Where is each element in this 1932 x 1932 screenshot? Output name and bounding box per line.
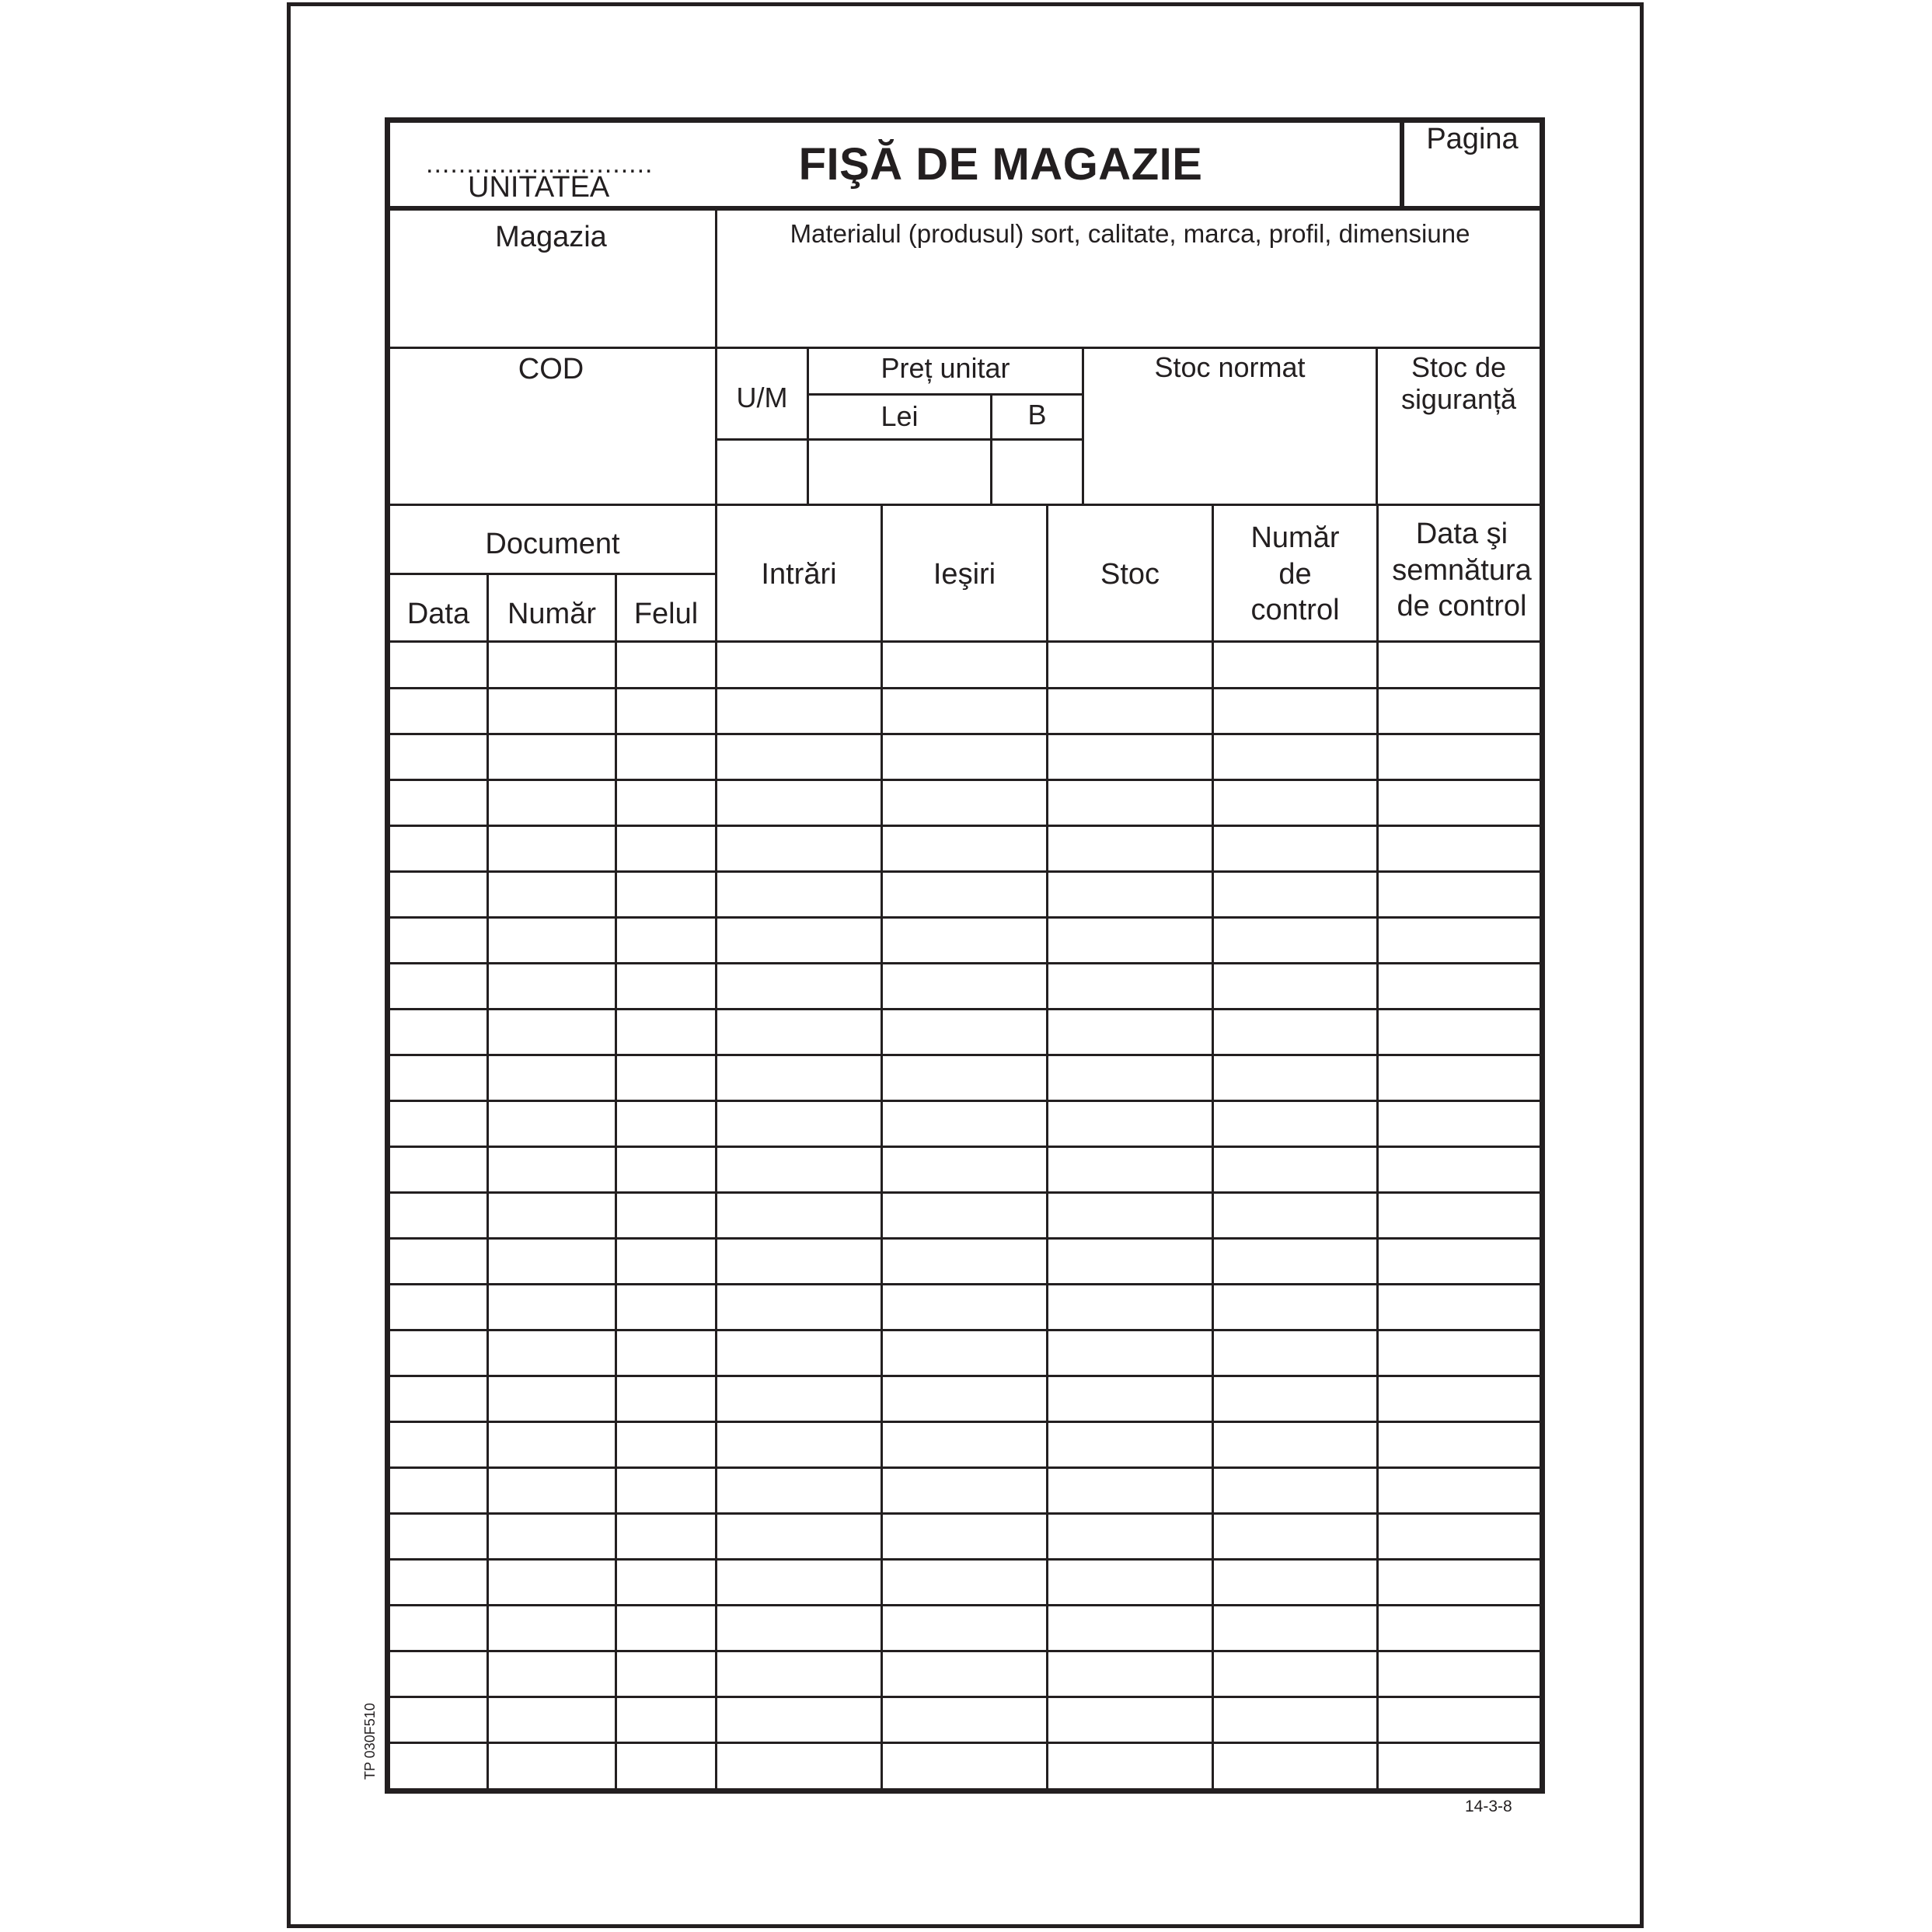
lei-label: Lei [881,400,919,432]
table-row-line [385,1742,1545,1744]
col-line-iesiri-stoc [1046,504,1048,1794]
table-row-line [385,1466,1545,1469]
numar-control-header-line3: control [1250,594,1340,626]
table-row-line [385,1146,1545,1148]
table-row-line [385,1100,1545,1102]
numar-control-header-line1: Număr [1250,521,1340,554]
table-row-line [385,1329,1545,1331]
form-code: 14-3-8 [1465,1798,1512,1815]
table-row-line [385,1191,1545,1194]
felul-column-header: Felul [633,598,699,630]
table-row-line [385,1054,1545,1056]
side-form-code: TP 030F510 [362,1703,378,1780]
pret-subheader-line [807,393,1084,396]
document-header: Document [485,528,620,560]
page-title: FIŞĂ DE MAGAZIE [798,139,1203,190]
pret-unitar-label: Preț unitar [881,352,1010,384]
material-label: Materialul (produsul) sort, calitate, marca, profil, dimensiune [790,219,1470,248]
table-row-line [385,687,1545,689]
data-semnatura-header-line1: Data şi [1415,518,1508,550]
cod-label: COD [518,353,584,385]
info-row-divider [385,347,1545,349]
col-line-intrari-iesiri [881,504,883,1794]
table-row-line [385,870,1545,873]
stoc-siguranta-label-line1: Stoc de [1411,351,1507,383]
b-label: B [1027,399,1047,431]
table-row-line [385,1696,1545,1698]
col-line-numar-felul [615,573,617,1794]
intrari-column-header: Intrări [761,558,837,591]
um-row-line [715,438,1084,441]
stoc-column-header: Stoc [1100,558,1160,591]
table-row-line [385,779,1545,781]
stoc-normat-label: Stoc normat [1154,351,1306,383]
document-sub-line [385,573,717,575]
col-line-felul-intrari [715,504,717,1794]
iesiri-column-header: Ieşiri [933,558,996,591]
table-row-line [385,1237,1545,1240]
table-row-line [385,1375,1545,1377]
magazia-divider [715,208,717,505]
col-line-numar-control-semnatura [1376,504,1379,1794]
table-row-line [385,1421,1545,1423]
numar-column-header: Număr [507,598,597,630]
table-row-line [385,1512,1545,1515]
stoc-siguranta-label-line2: siguranță [1400,383,1517,415]
magazia-label: Magazia [495,221,607,253]
table-row-line [385,1283,1545,1285]
numar-control-header-line2: de [1278,558,1312,591]
data-semnatura-header-line2: semnătura [1392,554,1532,587]
table-row-line [385,1558,1545,1561]
table-row-line [385,1650,1545,1652]
table-row-line [385,825,1545,827]
pagina-label: Pagina [1426,123,1519,155]
table-row-line [385,916,1545,919]
unitatea-fill-line: ............................ [426,149,654,179]
table-top-line [385,504,1545,506]
col-line-data-numar [486,573,489,1794]
header-divider [385,206,1545,211]
data-column-header: Data [406,598,470,630]
table-row-line [385,1008,1545,1010]
table-row-line [385,1604,1545,1606]
table-row-line [385,962,1545,964]
unitatea-label: UNITATEA [468,171,610,204]
col-line-stoc-numar-control [1212,504,1214,1794]
um-label: U/M [736,382,788,413]
data-semnatura-header-line3: de control [1397,590,1527,622]
table-row-line [385,733,1545,735]
table-header-bottom-line [385,640,1545,643]
